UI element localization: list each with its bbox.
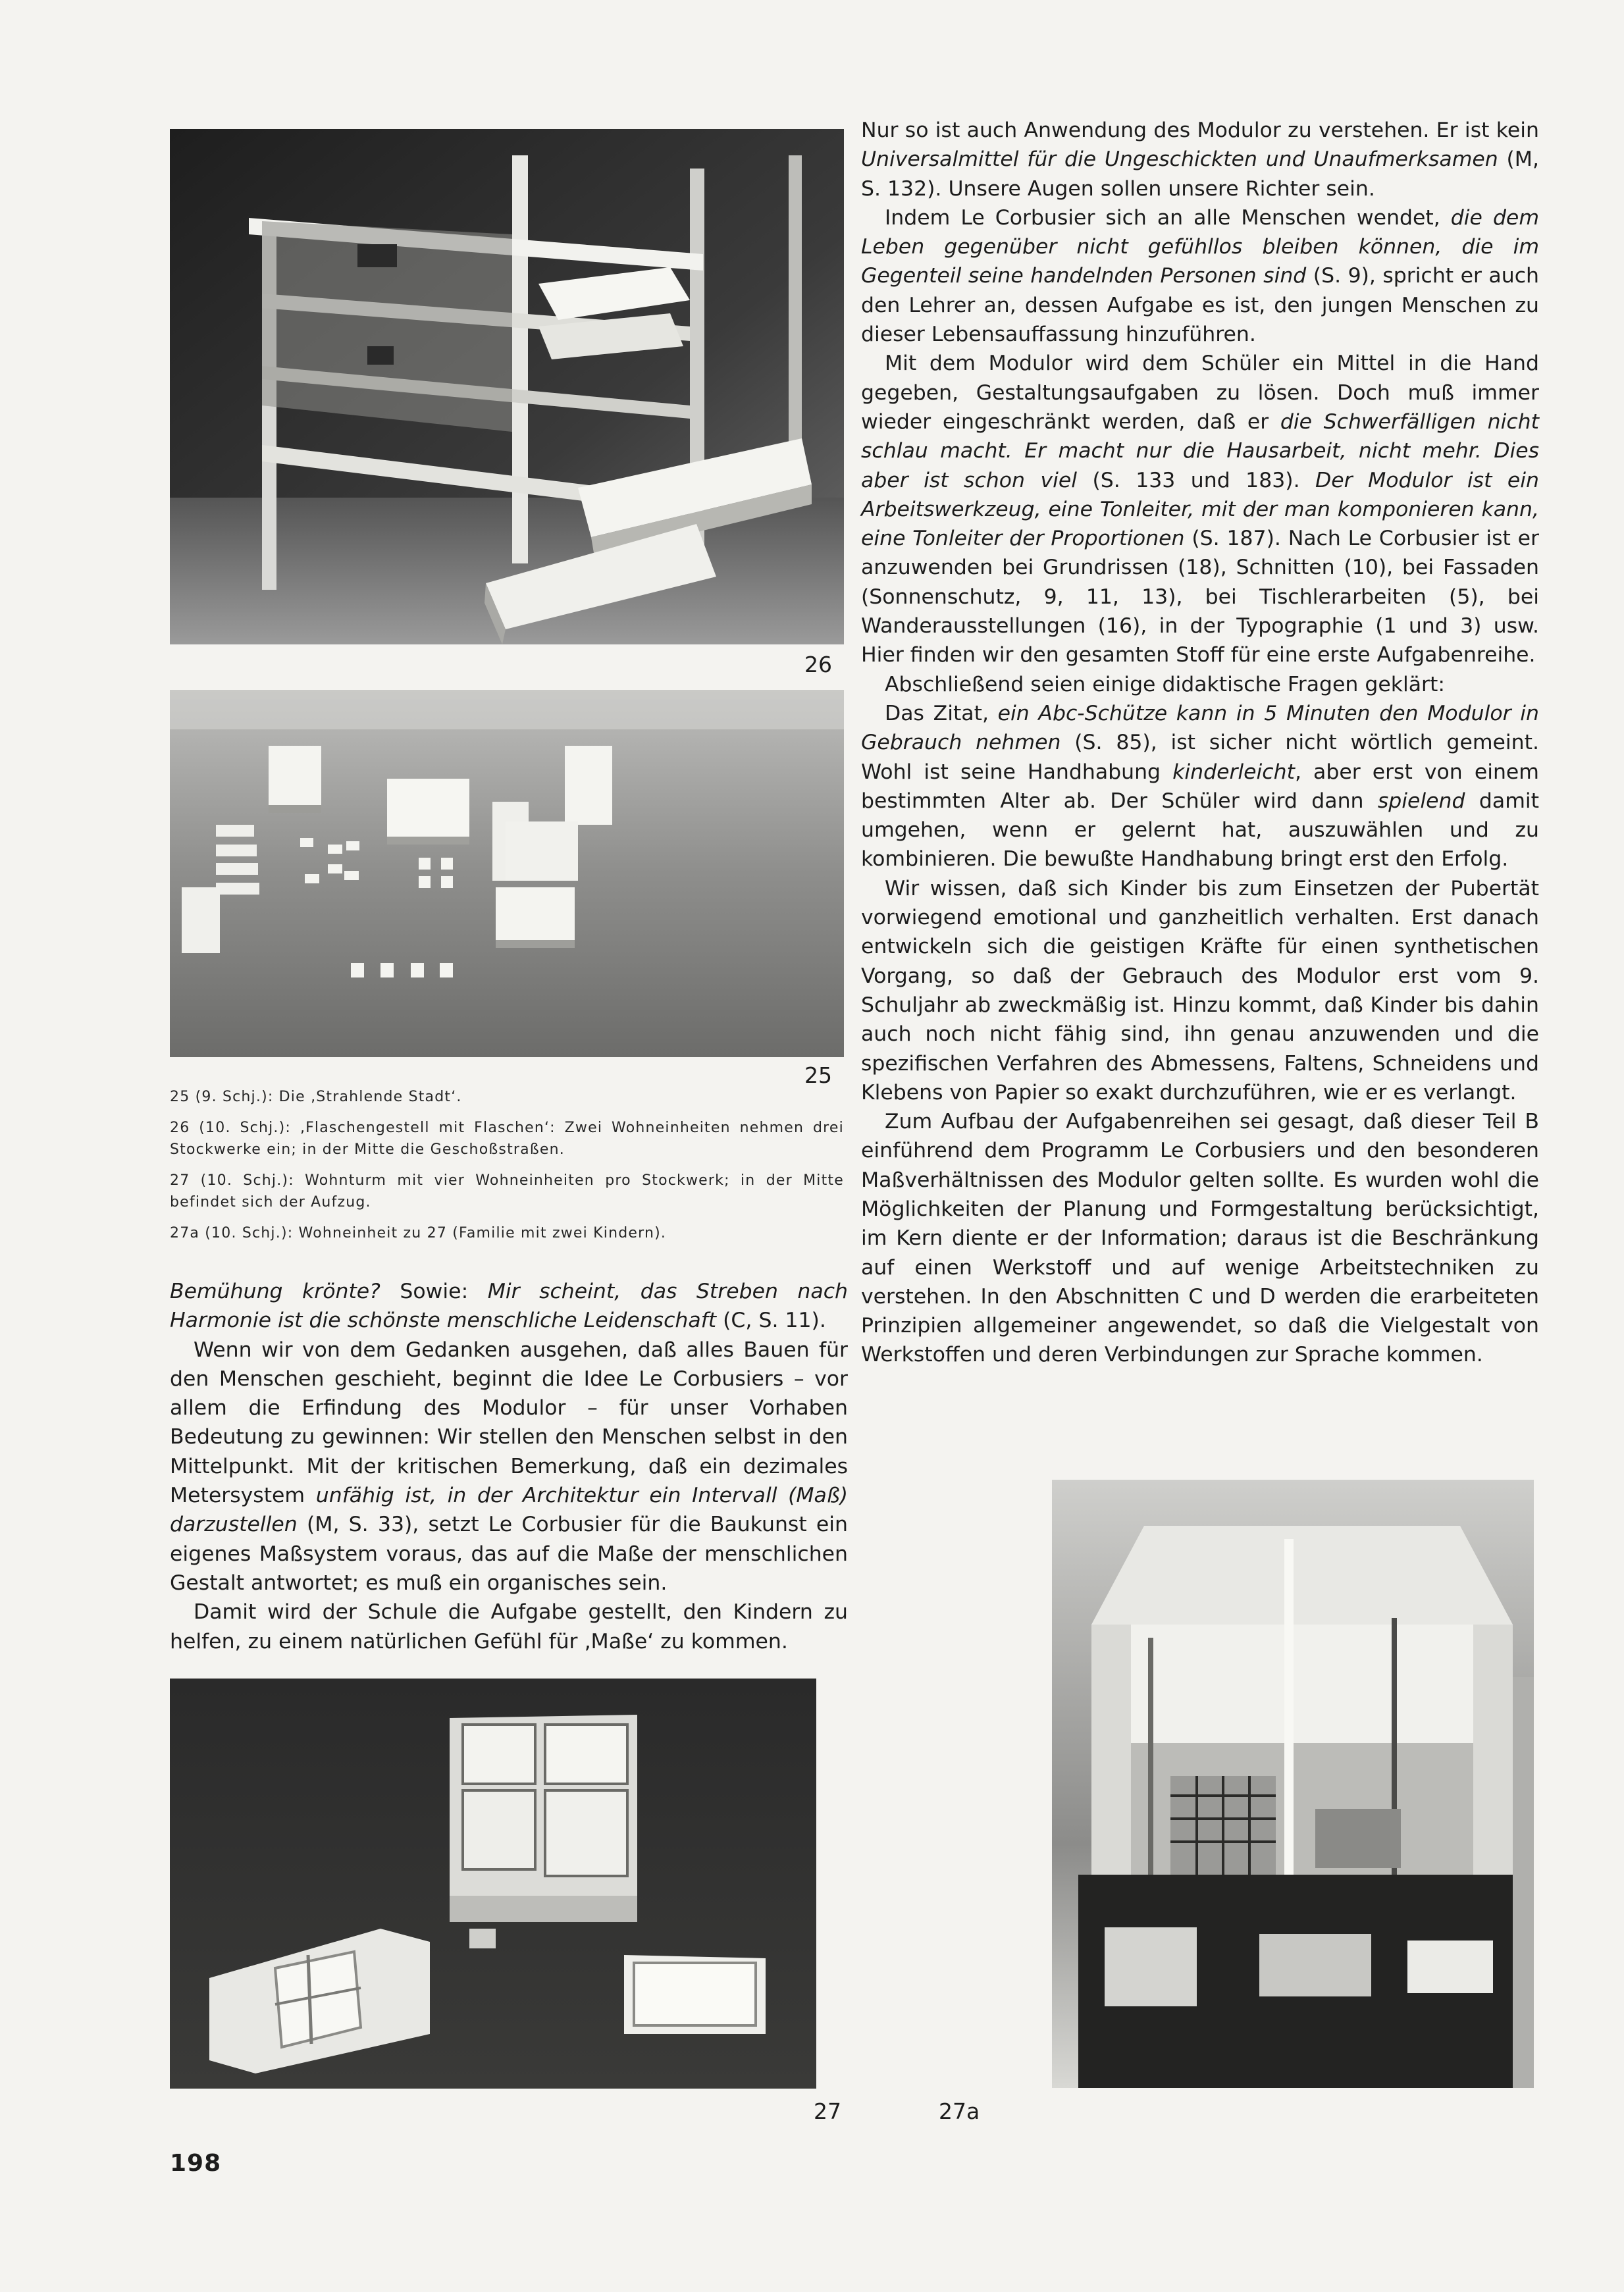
right-column-paragraph-5: Das Zitat, ein Abc-Schütze kann in 5 Minuten den Modulor in Gebrauch nehmen (S. 85), ist sicher nicht wörtlich gemeint. Wohl ist seine Handhabung kinderleicht, aber erst von einem bestimmten Alter ab. Der Schüler wird dann spielend damit umgehen, wenn er gelernt hat, auszuwählen und zu kombinieren. Die bewußte Handhabung bringt erst den Erfolg. <box>861 701 1540 872</box>
right-column-paragraph-1: Nur so ist auch Anwendung des Modulor zu verstehen. Er ist kein Universalmittel für die Ungeschickten und Unaufmerksamen (M, S. 132). Unsere Augen sollen unsere Richter sein. <box>861 118 1539 201</box>
caption-26: 26 (10. Schj.): ‚Flaschengestell mit Flaschen‘: Zwei Wohneinheiten nehmen drei Stockwerke ein; in der Mitte die Geschoßstraßen. <box>170 1120 844 1158</box>
photo-dwelling-unit-model <box>1052 1480 1534 2088</box>
right-column-paragraph-4: Abschließend seien einige didaktische Fragen geklärt: <box>885 672 1445 696</box>
figure-label-27a: 27a <box>939 2098 980 2124</box>
page-number: 198 <box>170 2150 222 2177</box>
caption-25: 25 (9. Schj.): Die ‚Strahlende Stadt‘. <box>170 1089 462 1105</box>
photo-city-model <box>170 690 844 1057</box>
figure-captions <box>170 1086 844 1253</box>
figure-label-25: 25 <box>804 1062 832 1088</box>
right-column-paragraph-2: Indem Le Corbusier sich an alle Menschen wendet, die dem Leben gegenüber nicht gefühllos bleiben können, die im Gegenteil seine handelnden Personen sind (S. 9), spricht er auch den Lehrer an, dessen Aufgabe es ist, den jungen Menschen zu dieser Lebensauffassung hinzuführen. <box>861 205 1539 347</box>
left-column-paragraph-1: Bemühung krönte? Sowie: Mir scheint, das Streben nach Harmonie ist die schönste menschliche Leidenschaft (C, S. 11). <box>170 1280 848 1333</box>
left-text-column <box>170 1277 848 1656</box>
left-column-paragraph-3: Damit wird der Schule die Aufgabe gestellt, den Kindern zu helfen, zu einem natürlichen Gefühl für ‚Maße‘ zu kommen. <box>170 1600 848 1654</box>
right-text-column <box>861 116 1539 1370</box>
left-column-paragraph-2: Wenn wir von dem Gedanken ausgehen, daß alles Bauen für den Menschen geschieht, beginnt die Idee Le Corbusiers – vor allem die Erfindung des Modulor – für unser Vorhaben Bedeutung zu gewinnen: Wir stellen den Menschen selbst in den Mittelpunkt. Mit der kritischen Bemerkung, daß ein dezimales Metersystem unfähig ist, in der Architektur ein Intervall (Maß) darzustellen (M, S. 33), setzt Le Corbusier für die Baukunst ein eigenes Maßsystem voraus, das auf die Maße der menschlichen Gestalt antwortet; es muß ein organisches sein. <box>170 1338 848 1595</box>
caption-27: 27 (10. Schj.): Wohnturm mit vier Wohneinheiten pro Stockwerk; in der Mitte befindet sich der Aufzug. <box>170 1172 844 1211</box>
right-column-paragraph-6: Wir wissen, daß sich Kinder bis zum Einsetzen der Pubertät vorwiegend emotional und ganzheitlich verhalten. Erst danach entwickeln sich die geistigen Kräfte für einen synthetischen Vorgang, so daß der Gebrauch des Modulor erst vom 9. Schuljahr ab zweckmäßig ist. Hinzu kommt, daß Kinder bis dahin auch noch nicht fähig sind, ihn genau anzuwenden und die spezifischen Verfahren des Abmessens, Faltens, Schneidens und Klebens von Papier so exakt durchzuführen, wie er es verlangt. <box>861 876 1539 1105</box>
right-column-paragraph-7: Zum Aufbau der Aufgabenreihen sei gesagt, daß dieser Teil B einführend dem Programm Le Corbusiers und den besonderen Maßverhältnissen des Modulor gelten sollte. Es wurden wohl die Möglichkeiten der Planung und Formgestaltung berücksichtigt, im Kern diente er der Information; daraus ist die Beschränkung auf einen Werkstoff und auf wenige Arbeitstechniken zu verstehen. In den Abschnitten C und D werden die erarbeiteten Prinzipien allgemeiner angewendet, so daß die Vielgestalt von Werkstoffen und deren Verbindungen zur Sprache kommen. <box>861 1110 1539 1367</box>
figure-label-26: 26 <box>804 652 832 677</box>
right-column-paragraph-3: Mit dem Modulor wird dem Schüler ein Mittel in die Hand gegeben, Gestaltungsaufgaben zu lösen. Doch muß immer wieder eingeschränkt werden, daß er die Schwerfälligen nicht schlau macht. Er macht nur die Hausarbeit, nicht mehr. Dies aber ist schon viel (S. 133 und 183). Der Modulor ist ein Arbeitswerkzeug, eine Tonleiter, mit der man komponieren kann, eine Tonleiter der Proportionen (S. 187). Nach Le Corbusier ist er anzuwenden bei Grundrissen (18), Schnitten (10), bei Fassaden (Sonnenschutz, 9, 11, 13), bei Tischlerarbeiten (5), bei Wanderausstellungen (16), in der Typographie (1 und 3) usw. Hier finden wir den gesamten Stoff für eine erste Aufgabenreihe. <box>861 352 1539 667</box>
photo-tower-model <box>170 1679 816 2089</box>
caption-27a: 27a (10. Schj.): Wohneinheit zu 27 (Familie mit zwei Kindern). <box>170 1225 667 1241</box>
photo-shelf-model <box>170 129 844 644</box>
figure-label-27: 27 <box>814 2098 841 2124</box>
